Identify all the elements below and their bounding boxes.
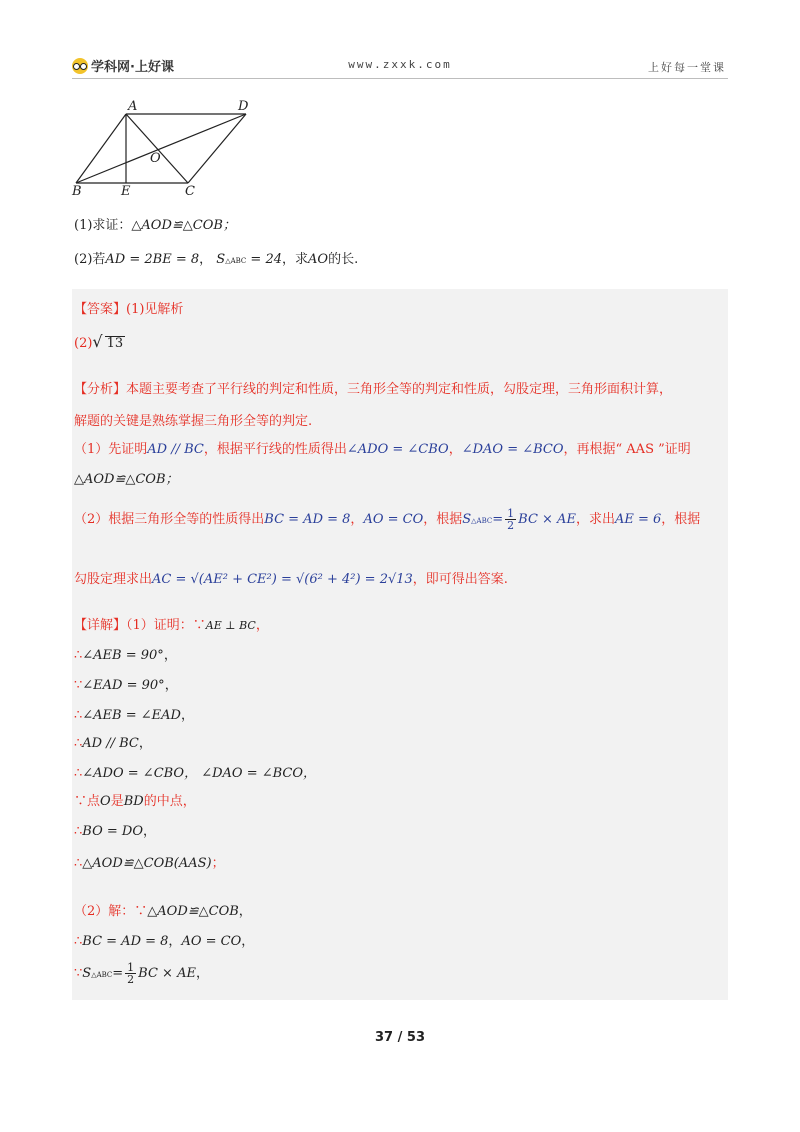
diagonal-ac	[126, 114, 188, 183]
detail-line-4: ∴AD // BC，	[74, 736, 152, 751]
detail-line-1: ∴∠AEB = 90°，	[74, 648, 177, 663]
answer-line2: (2)√ 13	[74, 332, 124, 351]
detail-part2-line2: ∵S△ABC= $\frac{1}{2}$ BC × AE，	[74, 961, 209, 986]
parallelogram-figure	[70, 96, 260, 196]
page-header	[72, 52, 728, 79]
label-e: E	[121, 184, 131, 196]
header-slogan: 上好每一堂课	[648, 61, 726, 74]
website-url: www.zxxk.com	[348, 58, 452, 71]
fraction-one-half: $\frac{1}{2}$	[127, 961, 135, 986]
analysis-tag: 【分析】	[74, 382, 127, 397]
analysis-line1: 【分析】本题主要考查了平行线的判定和性质，三角形全等的判定和性质，勾股定理，三角形面积计算，	[74, 382, 673, 397]
detail-part2-intro: （2）解：∵△AOD≌△COB，	[74, 904, 252, 919]
question-part1: (1)求证：△AOD≌△COB；	[74, 218, 236, 233]
answer-tag: 【答案】	[74, 302, 127, 317]
page-number: 37 / 53	[375, 1030, 425, 1045]
detail-midpoint-line: ∵点O是BD的中点，	[74, 794, 196, 809]
detail-bo-line: ∴BO = DO，	[74, 824, 156, 839]
analysis-line2: 解题的关键是熟练掌握三角形全等的判定.	[74, 414, 313, 429]
analysis-step1: （1）先证明AD // BC，根据平行线的性质得出∠ADO = ∠CBO，∠DAO = ∠BCO，再根据“ AAS ”证明	[74, 442, 691, 457]
label-a: A	[128, 99, 138, 114]
detail-part2-line1: ∴BC = AD = 8，AO = CO，	[74, 934, 255, 949]
fraction-one-half: $\frac{1}{2}$	[507, 507, 515, 532]
analysis-step1-end: △AOD≌△COB；	[74, 472, 179, 487]
detail-intro: 【详解】（1）证明：∵AE ⊥ BC，	[74, 618, 269, 633]
detail-line-2: ∵∠EAD = 90°，	[74, 678, 178, 693]
label-b: B	[72, 184, 82, 196]
edge-cd	[188, 114, 246, 183]
logo-text: 学科网·上好课	[91, 60, 174, 75]
analysis-step2: （2）根据三角形全等的性质得出BC = AD = 8，AO = CO，根据S△ABC= $\frac{1}{2}$ BC × AE，求出AE = 6，根据	[74, 507, 701, 532]
analysis-step3: 勾股定理求出AC = √(AE² + CE²) = √(6² + 4²) = 2√13，即可得出答案.	[74, 572, 508, 587]
detail-line-3: ∴∠AEB = ∠EAD，	[74, 708, 194, 723]
detail-congruent-line: ∴△AOD≌△COB(AAS)；	[74, 856, 225, 871]
answer-line1: 【答案】(1)见解析	[74, 302, 184, 317]
question-part2: (2)若AD = 2BE = 8， S△ABC = 24，求AO的长.	[74, 252, 359, 267]
label-d: D	[238, 99, 249, 114]
detail-tag: 【详解】	[74, 618, 127, 633]
label-c: C	[185, 184, 195, 196]
detail-line-5: ∴∠ADO = ∠CBO， ∠DAO = ∠BCO，	[74, 766, 317, 781]
label-o: O	[150, 151, 161, 166]
